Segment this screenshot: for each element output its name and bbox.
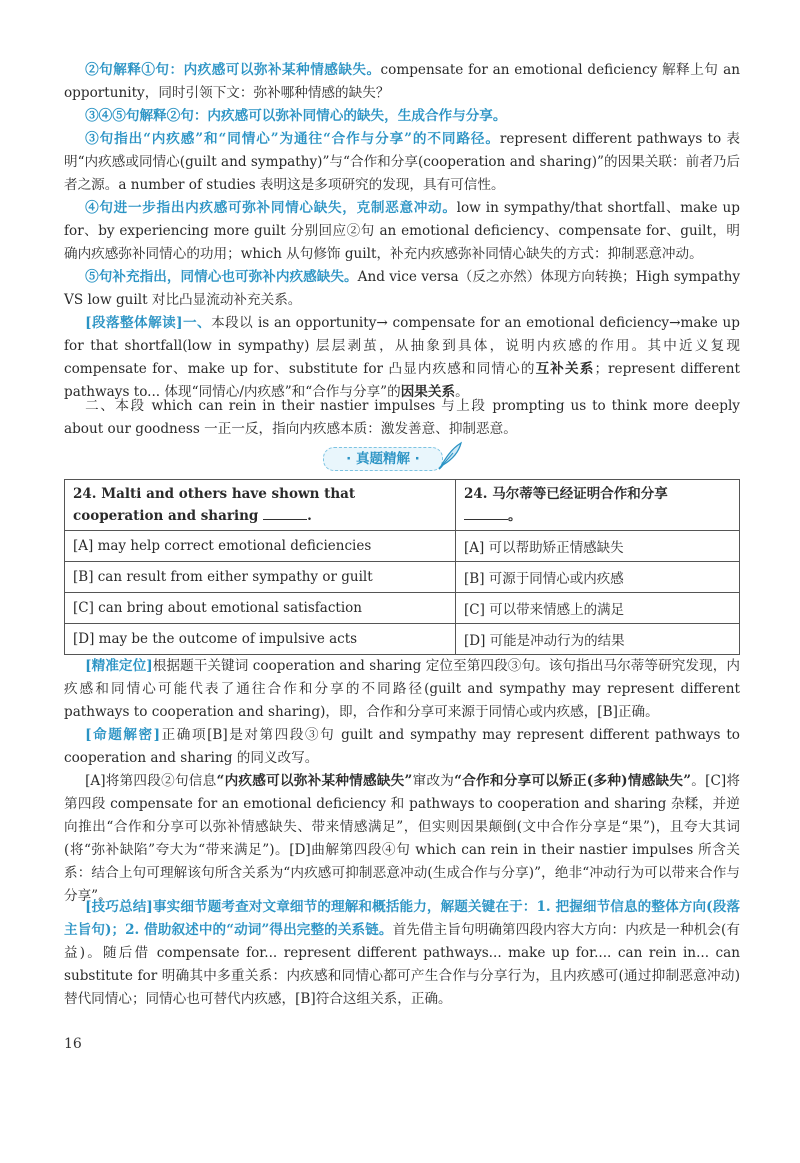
paragraph-7-body: 二、本段 which can rein in their nastier impulses 与上段 prompting us to think more deeply about our goodness 一正一反，指向内疚感本质：激发善意、抑制恶意。 [64,398,740,437]
option-b-en: [B] can result from either sympathy or guilt [65,562,456,593]
paragraph-5 [64,266,740,312]
overall-reading-body-3: 。 [455,384,469,400]
question-number-cn: 24. [464,486,488,502]
option-a-en: [A] may help correct emotional deficiencies [65,531,456,562]
precise-location-body: 根据题干关键词 cooperation and sharing 定位至第四段③句。该句指出马尔蒂等研究发现，内疚感和同情心可能代表了通往合作和分享的不同路径(guilt and sympathy may represent different pathways to cooperation and sharing)，即，合作和分享可来源于同情心或内疚感，[B]正确。 [64,658,740,720]
overall-reading-tag: [段落整体解读] [85,315,183,331]
paragraph-skill-summary [64,896,740,1011]
question-stem-en [65,480,456,531]
skill-summary-body: 首先借主旨句明确第四段内容大方向：内疚是一种机会(有益)。随后借 compensate for... represent different pathways... make up for.... can rein in... can substitute for 明确其中多重关系：内疚感和同情心都可产生合作与分享行为，且内疚感可(通过抑制恶意冲动)替代同情心；同情心也可替代内疚感，[B]符合这组关系，正确。 [64,922,740,1007]
banner-label: · 真题精解 · [323,447,443,471]
paragraph-1-body: compensate for an emotional deficiency 解释上句 an opportunity，同时引领下文：弥补哪种情感的缺失？ [64,62,741,101]
paragraph-1-heading: ②句解释①句：内疚感可以弥补某种情感缺失。 [85,62,381,78]
paragraph-distractor-analysis [64,770,740,908]
answer-blank-en [263,507,307,520]
option-row-d [65,624,740,655]
option-row-b [65,562,740,593]
question-stem-cn [456,480,740,531]
paragraph-3 [64,128,740,197]
distractor-analysis-d: 。[C]将第四段 compensate for an emotional deficiency 和 pathways to cooperation and sharing 杂糅，并逆向推出“合作和分享可以弥补情感缺失、带来情感满足”，但实则因果颠倒(文中合作分享是“果”)，且夸大其词(将“弥补缺陷”夸大为“带来满足”)。[D]曲解第四段④句 which can rein in their nastier impulses 所含关系：结合上句可理解该句所含关系为“内疚感可抑制恶意冲动(生成合作与分享)”，绝非“冲动行为可以带来合作与分享”。 [64,773,740,904]
answer-blank-cn [464,507,508,520]
paragraph-precise-location [64,655,740,724]
paragraph-3-body: represent different pathways to 表明“内疚感或同情心(guilt and sympathy)”与“合作和分享(cooperation and sharing)”的因果关联：前者乃后者之源。a number of studies 表明这是多项研究的发现，具有可信性。 [64,131,740,193]
option-d-cn: [D] 可能是冲动行为的结果 [456,624,740,655]
paragraph-1 [64,59,740,105]
section-banner [323,447,473,469]
option-a-cn: [A] 可以帮助矫正情感缺失 [456,531,740,562]
page-number: 16 [64,1036,82,1052]
overall-reading-body-2: ；represent different pathways to... 体现“同情心/内疚感”和“合作与分享”的 [64,361,741,400]
paragraph-3-heading: ③句指出“内疚感”和“同情心”为通往“合作与分享”的不同路径。 [85,131,500,147]
question-stem-cn-text: 马尔蒂等已经证明合作和分享 [492,486,668,502]
paragraph-7 [64,395,740,441]
question-number-en: 24. [73,486,97,502]
paragraph-2-heading: ③④⑤句解释②句：内疚感可以弥补同情心的缺失，生成合作与分享。 [85,108,507,124]
paragraph-2 [64,105,740,128]
overall-reading-body-1: 本段以 is an opportunity→ compensate for an emotional deficiency→make up for that shortfall(low in sympathy) 层层剥茧，从抽象到具体，说明内疚感的作用。其中近义复现 compensate for、make up for、substitute for 凸显内疚感和同情心的 [64,315,740,377]
option-row-c [65,593,740,624]
question-stem-cn-end: 。 [508,508,522,524]
paragraph-4-body: low in sympathy/that shortfall、make up for、by experiencing more guilt 分别回应②句 an emotional deficiency、compensate for、guilt，明确内疚感弥补同情心的功用；which 从句修饰 guilt，补充内疚感弥补同情心缺失的方式：抑制恶意冲动。 [64,200,741,262]
paragraph-5-body: And vice versa（反之亦然）体现方向转换；High sympathy VS low guilt 对比凸显流动补充关系。 [64,269,741,308]
paragraph-overall-reading [64,312,740,404]
overall-reading-lead: 一、 [182,315,212,331]
skill-summary-highlight: 事实细节题考查对文章细节的理解和概括能力，解题关键在于：1. 把握细节信息的整体方向(段落主旨句)；2. 借助叙述中的“动词”得出完整的关系链。 [64,899,740,938]
distractor-analysis-bold-1: “内疚感可以弥补某种情感缺失” [216,773,413,789]
paragraph-5-heading: ⑤句补充指出，同情心也可弥补内疚感缺失。 [85,269,358,285]
item-decoding-tag: [命题解密] [85,727,161,743]
question-table [64,479,740,655]
distractor-analysis-c: 窜改为 [412,773,455,789]
quill-pen-icon [437,441,463,471]
question-stem-row [65,480,740,531]
skill-summary-tag: [技巧总结] [85,899,153,915]
option-d-en: [D] may be the outcome of impulsive acts [65,624,456,655]
paragraph-item-decoding [64,724,740,770]
distractor-analysis-bold-2: “合作和分享可以矫正(多种)情感缺失” [454,773,692,789]
paragraph-4 [64,197,740,266]
option-row-a [65,531,740,562]
overall-reading-emphasis-2: 因果关系 [400,384,456,400]
option-b-cn: [B] 可源于同情心或内疚感 [456,562,740,593]
precise-location-tag: [精准定位] [85,658,153,674]
question-stem-en-text: Malti and others have shown that cooperation and sharing [73,486,356,524]
paragraph-4-heading: ④句进一步指出内疚感可弥补同情心缺失，克制恶意冲动。 [85,200,457,216]
question-stem-en-end: . [307,508,312,524]
item-decoding-body: 正确项[B]是对第四段③句 guilt and sympathy may represent different pathways to cooperation and sharing 的同义改写。 [64,727,740,766]
option-c-cn: [C] 可以带来情感上的满足 [456,593,740,624]
distractor-analysis-a: [A]将第四段②句信息 [85,773,217,789]
option-c-en: [C] can bring about emotional satisfaction [65,593,456,624]
overall-reading-emphasis-1: 互补关系 [535,361,595,377]
